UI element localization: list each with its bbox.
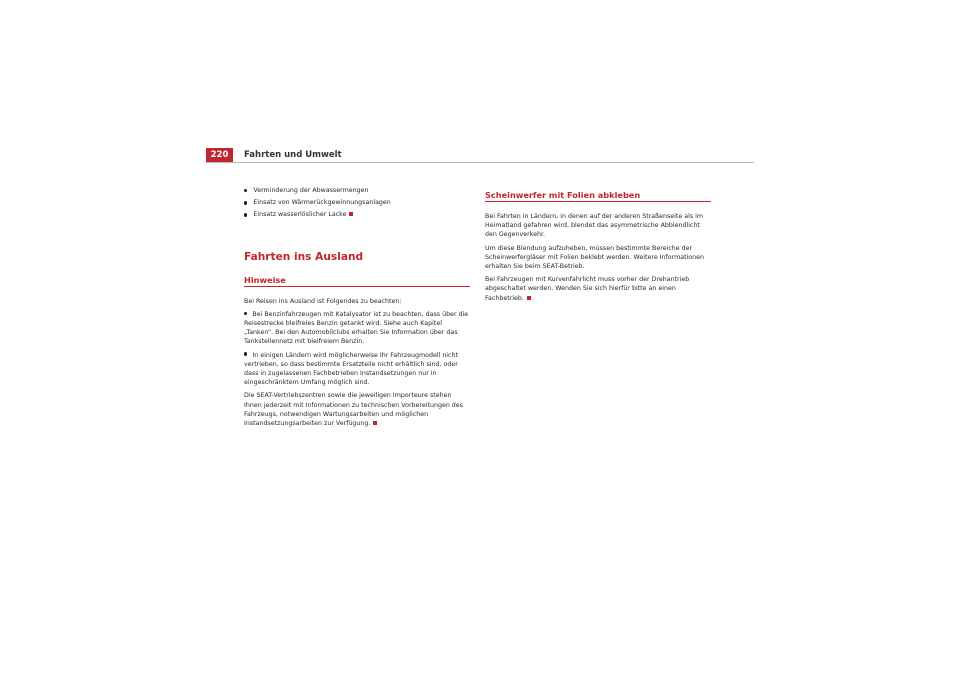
list-item (244, 198, 470, 207)
page-header-title: Fahrten und Umwelt (244, 150, 342, 160)
left-column (244, 186, 470, 432)
bullet-icon (244, 312, 247, 315)
chapter-title: Fahrten ins Ausland (244, 250, 364, 263)
bullet-paragraph-text: In einigen Ländern wird möglicherweise Ihr Fahrzeugmodell nicht vertrieben, so dass bestimmte Ersatzteile nicht erhältlich sind, oder dass in zugelassenen Fachbetrieben Instandsetzungen nur in eingeschränktem Umfang möglich sind. (244, 351, 458, 387)
closing-text: Die SEAT-Vertriebszentren sowie die jeweiligen Importeure stehen Ihnen jederzeit mit Informationen zu technischen Vorbereitungen des Fahrzeugs, notwendigen Wartungsarbeiten und möglichen Instandsetzungsarbeiten zur Verfügung. (244, 392, 463, 428)
section-end-icon (373, 421, 377, 425)
bullet-paragraph (244, 351, 470, 388)
section-end-icon (349, 212, 353, 216)
list-item (244, 186, 470, 195)
page-number: 220 (206, 148, 233, 162)
bullet-icon (244, 201, 247, 204)
intro-paragraph: Bei Reisen ins Ausland ist Folgendes zu beachten: (244, 297, 402, 305)
section-title-hinweise: Hinweise (244, 275, 470, 287)
bullet-icon (244, 352, 247, 355)
bullet-paragraph-text: Bei Benzinfahrzeugen mit Katalysator ist zu beachten, dass über die Reisestrecke bleifreies Benzin getankt wird. Siehe auch Kapitel „Tanken“. Bei den Automobilclubs erhalten Sie Information über das Tankstellennetz mit bleifreiem Benzin. (244, 310, 469, 346)
body-paragraph-text: Bei Fahrzeugen mit Kurvenfahrlicht muss vorher der Drehantrieb abgeschaltet werden. Wenden Sie sich hierfür bitte an einen Fachbetrieb. (485, 276, 690, 302)
header-divider (206, 162, 754, 163)
list-item-text: Verminderung der Abwassermengen (253, 187, 369, 194)
body-paragraph: Um diese Blendung aufzuheben, müssen bestimmte Bereiche der Scheinwerfergläser mit Folien beklebt werden. Weitere Informationen erhalten Sie beim SEAT-Betrieb. (485, 244, 705, 271)
bullet-paragraph (244, 310, 470, 347)
section-title-scheinwerfer: Scheinwerfer mit Folien abkleben (485, 190, 711, 202)
bullet-icon (244, 189, 247, 192)
list-item-text: Einsatz von Wärmerückgewinnungsanlagen (253, 199, 391, 207)
list-item-label: Einsatz wasserlöslicher Lacke (253, 211, 347, 219)
closing-paragraph (244, 391, 470, 428)
body-paragraph (485, 275, 711, 303)
right-column (485, 186, 711, 307)
body-paragraph: Bei Fahrten in Ländern, in denen auf der anderen Straßenseite als im Heimatland gefahren wird, blendet das asymmetrische Abblendlicht den Gegenverkehr. (485, 213, 704, 239)
list-item (244, 210, 470, 219)
section-end-icon (527, 296, 531, 300)
list-item-text (253, 210, 353, 219)
bullet-icon (244, 213, 247, 216)
